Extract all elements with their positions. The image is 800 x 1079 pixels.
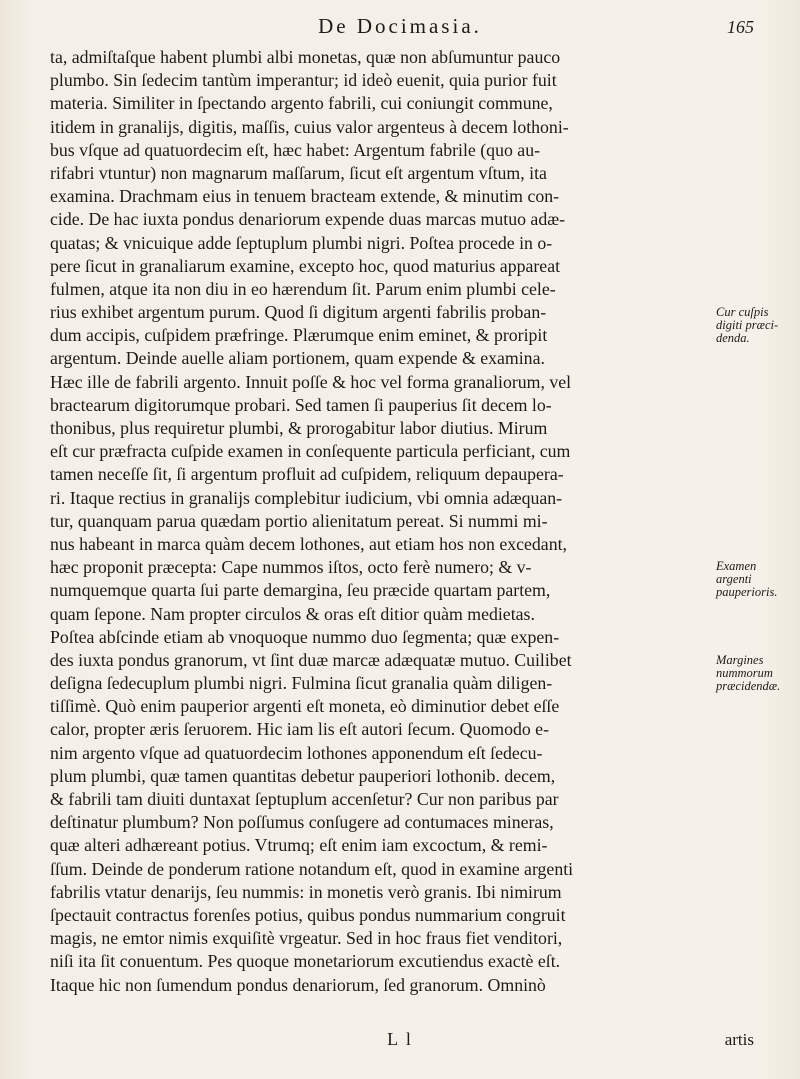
text-line: bus vſque ad quatuordecim eſt, hæc habet: Argentum fabrile (quo au- xyxy=(50,139,540,160)
text-line: nus habeant in marca quàm decem lothones, aut etiam hos non excedant, xyxy=(50,533,567,554)
margin-note-cuspis xyxy=(716,306,800,345)
text-line: fulmen, atque ita non diu in eo hærendum ſit. Parum enim plumbi cele- xyxy=(50,278,556,299)
text-line: ſpectauit contractus forenſes potius, quibus pondus nummarium congruit xyxy=(50,904,566,925)
text-line: ſſum. Deinde de ponderum ratione notandum eſt, quod in examine argenti xyxy=(50,858,574,879)
text-line: plumbo. Sin ſedecim tantùm imperantur; id ideò euenit, quia purior fuit xyxy=(50,70,557,91)
text-line: nim argento vſque ad quatuordecim lothones apponendum eſt ſedecu- xyxy=(50,742,543,763)
margin-note-line: pauperioris. xyxy=(716,585,778,599)
text-line: cide. De hac iuxta pondus denariorum expende duas marcas mutuo adæ- xyxy=(50,209,565,230)
text-line: Poſtea abſcinde etiam ab vnoquoque nummo duo ſegmenta; quæ expen- xyxy=(50,626,560,647)
text-line: quatas; & vnicuique adde ſeptuplum plumbi nigri. Poſtea procede in o- xyxy=(50,232,553,253)
text-line: ta, admiſtaſque habent plumbi albi monetas, quæ non abſumuntur pauco xyxy=(50,47,561,67)
text-line: niſi ita ſit conuentum. Pes quoque monetariorum excutiendus exactè eſt. xyxy=(50,951,561,972)
text-line: itidem in granalijs, digitis, maſſis, cuius valor argenteus à decem lothoni- xyxy=(50,116,569,137)
text-line: tamen neceſſe ſit, ſi argentum profluit ad cuſpidem, reliquum depaupera- xyxy=(50,464,564,485)
text-line: examina. Drachmam eius in tenuem bracteam extende, & minutim con- xyxy=(50,186,560,207)
margin-note-line: Margines xyxy=(716,653,764,667)
margin-note-line: Examen xyxy=(716,559,757,573)
margin-note-margines xyxy=(716,654,800,693)
text-line: thonibus, plus requiretur plumbi, & prorogabitur labor diutius. Mirum xyxy=(50,418,548,438)
page-number: 165 xyxy=(727,17,754,37)
text-line: tur, quanquam parua quædam portio alienitatum pereat. Si nummi mi- xyxy=(50,510,548,531)
margin-note-line: digiti præci- xyxy=(716,318,779,332)
text-line: Hæc ille de fabrili argento. Innuit poſſe & hoc vel forma granaliorum, vel xyxy=(50,371,572,392)
body-text xyxy=(50,46,710,997)
text-line: plum plumbi, quæ tamen quantitas debetur pauperiori lothonib. decem, xyxy=(50,765,556,786)
text-line: quam ſepone. Nam propter circulos & oras eſt ditior quàm medietas. xyxy=(50,603,535,624)
text-line: deſigna ſedecuplum plumbi nigri. Fulmina ſicut granalia quàm diligen- xyxy=(50,673,553,694)
text-line: ri. Itaque rectius in granalijs complebitur iudicium, vbi omnia adæquan- xyxy=(50,487,563,508)
margin-note-line: nummorum xyxy=(716,666,773,680)
text-line: dum accipis, cuſpidem præfringe. Plærumque enim eminet, & proripit xyxy=(50,325,548,346)
text-line: rius exhibet argentum purum. Quod ſi digitum argenti fabrilis proban- xyxy=(50,302,547,323)
text-line: quæ alteri adhæreant potius. Vtrumq; eſt enim iam excoctum, & remi- xyxy=(50,835,548,856)
text-line: rifabri vtuntur) non magnarum maſſarum, ſicut eſt argentum vſtum, ita xyxy=(50,162,547,183)
margin-note-line: præcidendæ. xyxy=(716,679,781,693)
text-line: des iuxta pondus granorum, vt ſint duæ marcæ adæquatæ mutuo. Cuilibet xyxy=(50,649,572,670)
catchword: artis xyxy=(724,1030,754,1049)
text-line: hæc proponit præcepta: Cape nummos iſtos, octo ferè numero; & v- xyxy=(50,557,532,578)
text-line: Itaque hic non ſumendum pondus denariorum, ſed granorum. Omninò xyxy=(50,974,546,995)
margin-note-line: argenti xyxy=(716,572,752,586)
margin-note-line: Cur cuſpis xyxy=(716,305,769,319)
text-line: & fabrili tam diuiti duntaxat ſeptuplum accenſetur? Cur non paribus par xyxy=(50,789,559,809)
text-line: argentum. Deinde auelle aliam portionem, quam expende & examina. xyxy=(50,348,545,369)
text-line: tiſſimè. Quò enim pauperior argenti eſt moneta, eò diminutior debet eſſe xyxy=(50,696,560,717)
text-line: deſtinatur plumbum? Non poſſumus conſugere ad contumaces mineras, xyxy=(50,812,554,833)
text-line: magis, ne emtor nimis exquiſitè vrgeatur. Sed in hoc fraus fiet venditori, xyxy=(50,928,563,949)
running-title: De Docimasia. xyxy=(318,14,482,38)
text-line: materia. Similiter in ſpectando argento fabrili, cui coniungit commune, xyxy=(50,93,553,114)
text-line: calor, propter æris ſeruorem. Hic iam lis eſt autori ſecum. Quomodo e- xyxy=(50,719,549,740)
text-line: bractearum digitorumque probari. Sed tamen ſi pauperius ſit decem lo- xyxy=(50,394,552,415)
margin-note-examen xyxy=(716,560,800,599)
signature-mark: L l xyxy=(387,1029,413,1049)
text-line: numquemque quarta ſui parte demargina, ſeu præcide quartam partem, xyxy=(50,580,551,601)
text-line: pere ſicut in granaliarum examine, excepto hoc, quod maturius appareat xyxy=(50,255,561,276)
margin-note-line: denda. xyxy=(716,331,750,345)
text-line: eſt cur præfracta cuſpide examen in conſequente particula perficiant, cum xyxy=(50,441,571,462)
text-line: fabrilis vtatur denarijs, ſeu nummis: in monetis verò granis. Ibi nimirum xyxy=(50,881,562,902)
